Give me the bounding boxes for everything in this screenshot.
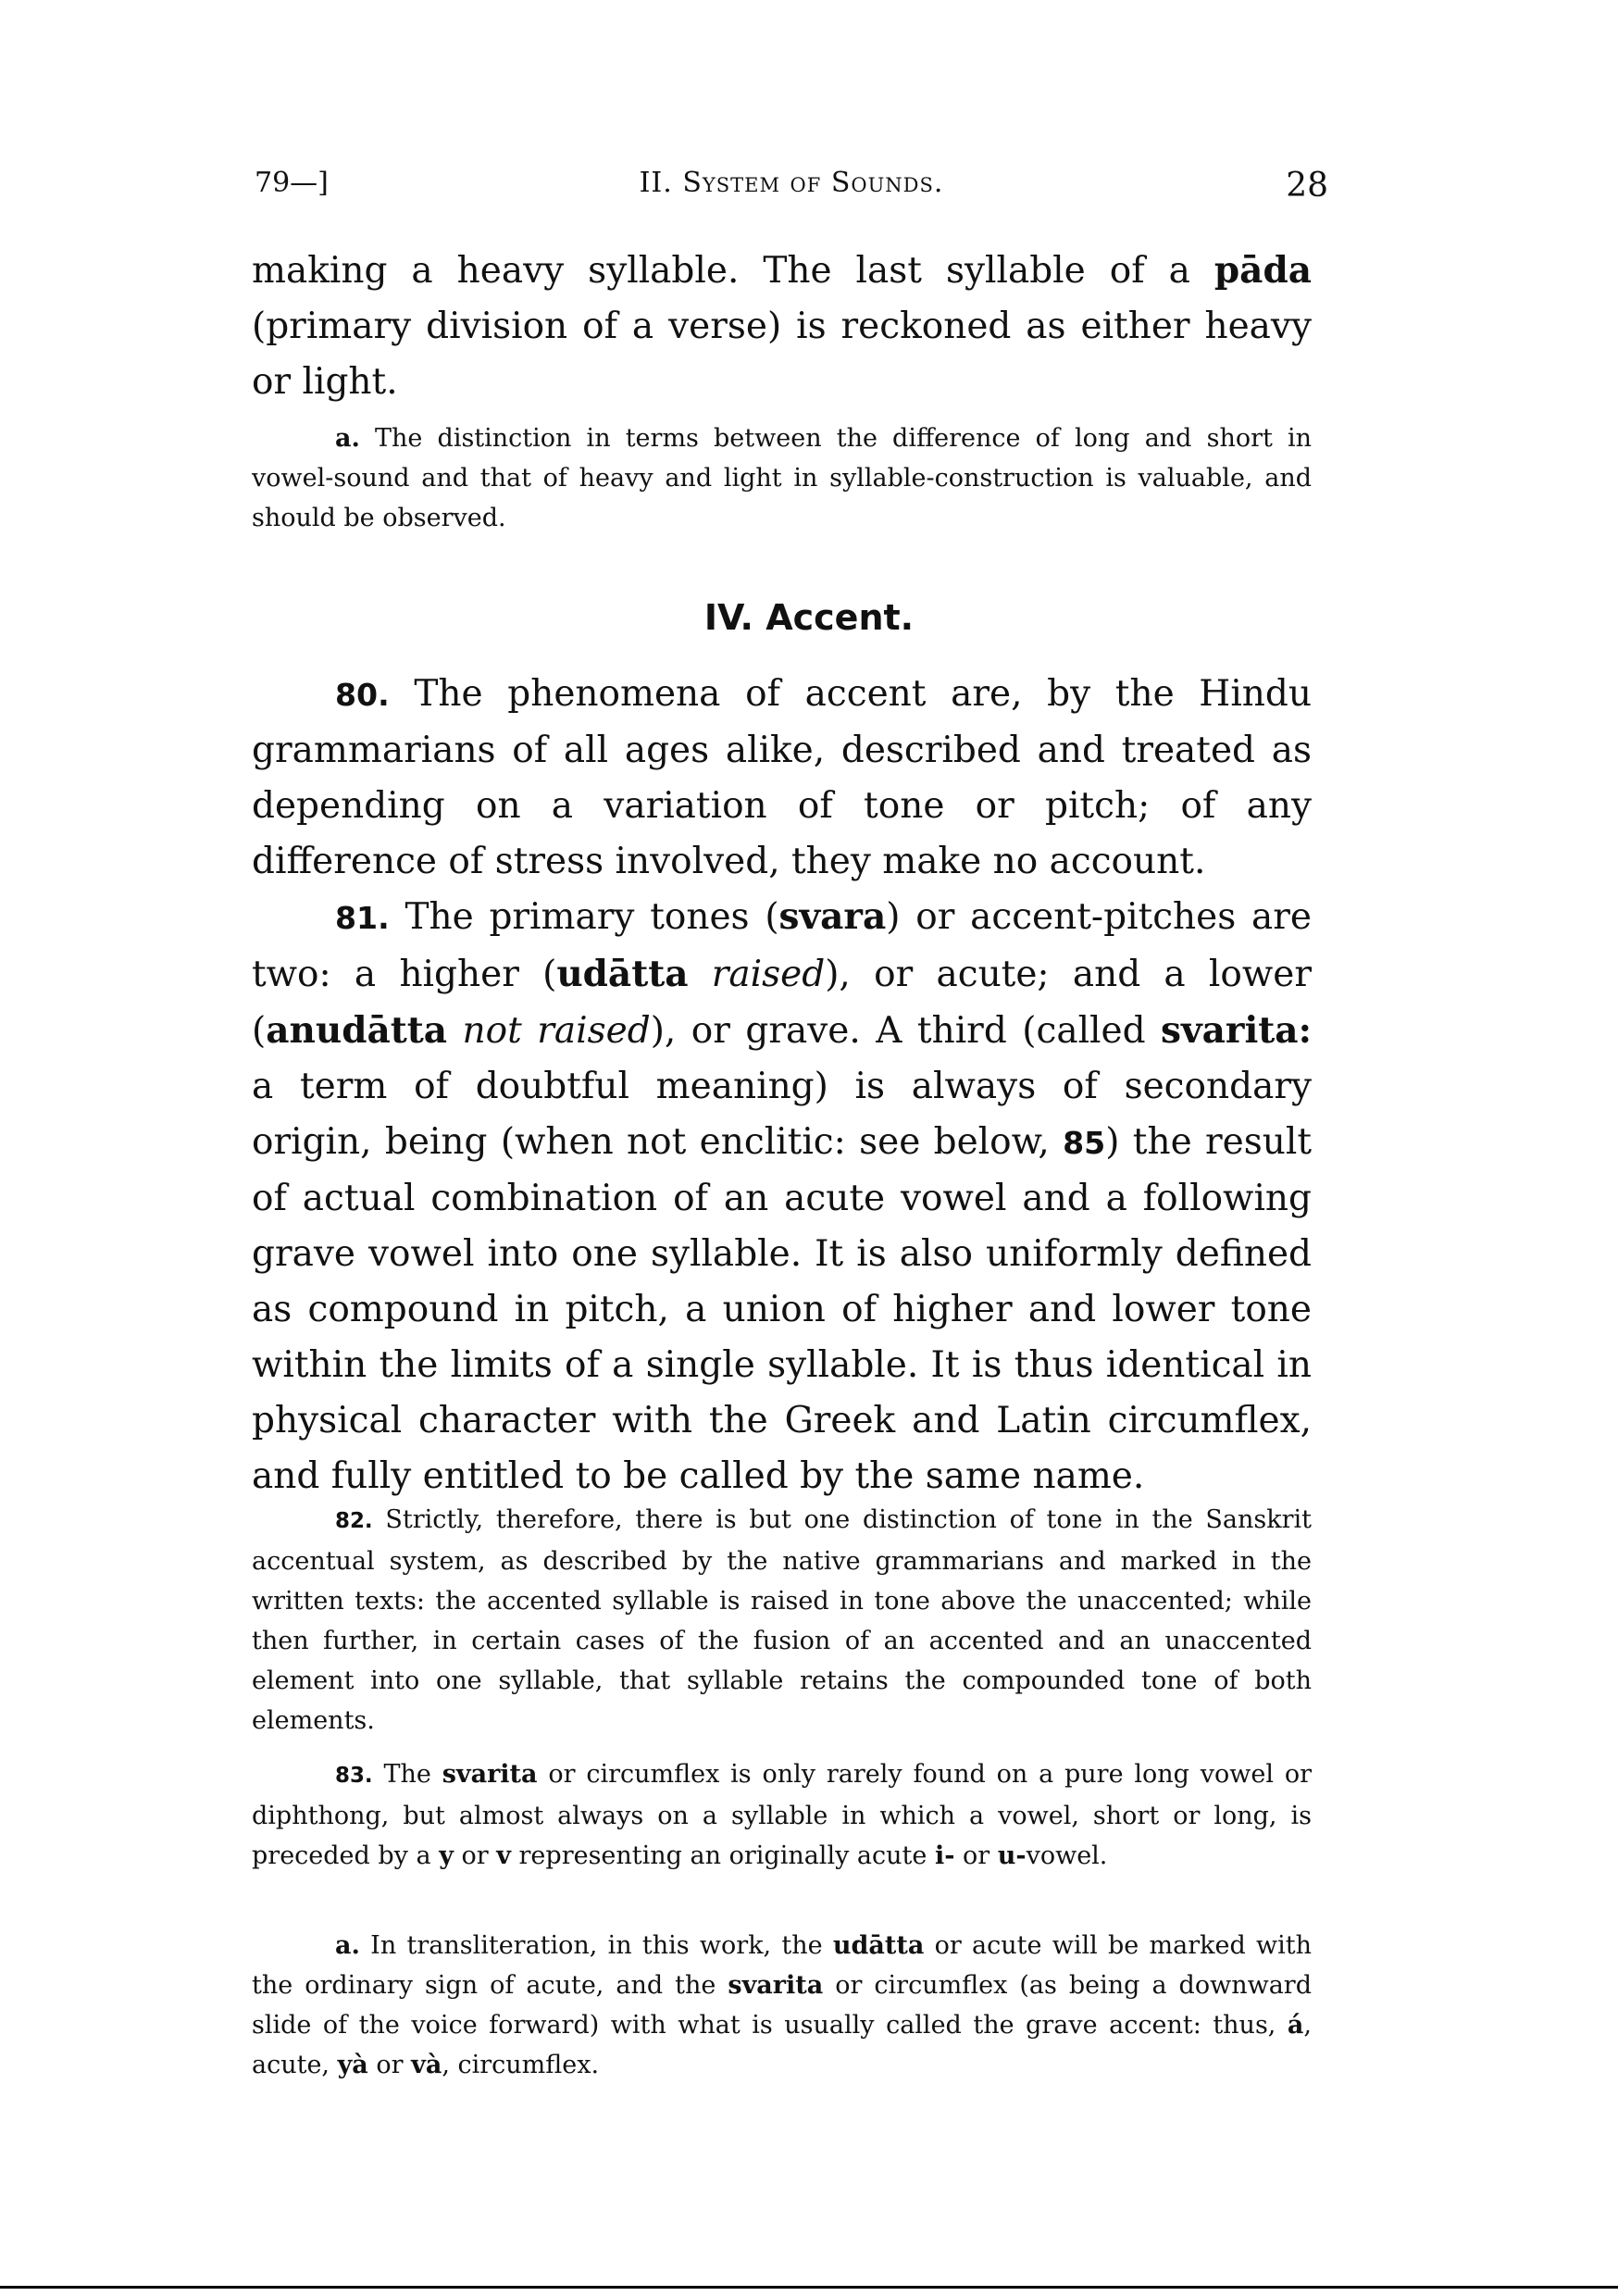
- note-a-syllable: [252, 418, 1312, 538]
- paragraph-reference: 85: [1063, 1125, 1106, 1161]
- paragraph-81: [252, 889, 1312, 1504]
- text-span: or: [367, 2051, 412, 2079]
- letter-y: y: [439, 1841, 454, 1870]
- term-anudatta: anudātta: [266, 1009, 448, 1052]
- chapter-title: II. System of Sounds.: [639, 167, 944, 199]
- text-span: In transliteration, in this work, the: [359, 1931, 833, 1960]
- term-svarita: svarita:: [1161, 1009, 1312, 1052]
- text-span: ) or accent-pitches are two: a higher (: [252, 896, 1313, 995]
- paragraph-82: [252, 1500, 1312, 1741]
- term-svara: svara: [778, 895, 887, 938]
- paragraph-number: 81.: [335, 900, 390, 936]
- text-span: or circumflex (as being a downward slide of the voice forward) with what is usually called the grave accent: thus,: [252, 1971, 1312, 2040]
- text-span: ) the result of actual combination of an acute vowel and a following grave vowel into one syllable. It is also uniformly defined as compound in pitch, a union of higher and lower tone within the limits of a single syllable. It is thus identical in physical character with the Greek and Latin circumflex, and fully entitled to be called by the same name.: [252, 1121, 1312, 1497]
- text-span: ), or acute; and a lower (: [252, 954, 1312, 1052]
- letter-u: u-: [997, 1841, 1027, 1870]
- paragraph-number: 80.: [335, 677, 390, 713]
- text-span: vowel.: [1026, 1841, 1108, 1870]
- text-span: or acute will be marked with the ordinary sign of acute, and the: [252, 1931, 1312, 2000]
- paragraph-80: [252, 667, 1312, 890]
- text-span: making a heavy syllable. The last syllable of a: [252, 250, 1214, 292]
- text-span: (primary division of a verse) is reckoned as either heavy or light.: [252, 306, 1312, 403]
- page-bottom-edge: [0, 2286, 1618, 2289]
- page-number: 28: [1286, 167, 1328, 205]
- text-span: or circumflex is only rarely found on a pure long vowel or diphthong, but almost always on a syllable in which a vowel, short or long, is preceded by a: [252, 1760, 1313, 1870]
- paragraph-text: Strictly, therefore, there is but one distinction of tone in the Sanskrit accentual system, as described by the native grammarians and marked in the written texts: the accented syllable is raised in tone above the unaccented; while then further, in certain cases of the fusion of an accented and an unaccented element into one syllable, that syllable retains the compounded tone of both elements.: [252, 1505, 1312, 1735]
- term-pada: pāda: [1214, 249, 1312, 292]
- example-circumflex-va: và: [411, 2051, 442, 2079]
- gloss-not-raised: not raised: [462, 1010, 651, 1052]
- text-span: , circumflex.: [442, 2051, 600, 2079]
- note-a-transliteration: [252, 1926, 1312, 2085]
- term-udatta: udātta: [832, 1931, 925, 1960]
- section-range: 79—]: [255, 167, 329, 199]
- term-svarita: svarita: [442, 1760, 538, 1789]
- gloss-raised: raised: [711, 954, 826, 995]
- note-marker: a.: [335, 1931, 360, 1960]
- text-span: a term of doubtful meaning) is always of secondary origin, being (when not enclitic: see below,: [252, 1066, 1312, 1163]
- example-acute: á: [1287, 2011, 1304, 2040]
- text-span: The primary tones (: [389, 896, 779, 938]
- term-svarita: svarita: [728, 1971, 824, 2000]
- text-span: or: [453, 1841, 497, 1870]
- letter-v: v: [496, 1841, 511, 1870]
- section-heading: IV. Accent.: [703, 597, 915, 638]
- term-udatta: udātta: [556, 953, 689, 995]
- text-span: or: [954, 1841, 998, 1870]
- text-span: representing an originally acute: [510, 1841, 935, 1870]
- running-header: [255, 167, 1328, 213]
- paragraph-text: The phenomena of accent are, by the Hindu grammarians of all ages alike, described and treated as depending on a variation of tone or pitch; of any difference of stress involved, they make no account.: [252, 673, 1312, 882]
- paragraph-number: 82.: [335, 1509, 373, 1533]
- text-span: , acute,: [252, 2011, 1312, 2079]
- example-circumflex-ya: yà: [337, 2051, 368, 2079]
- paragraph-intro: [252, 243, 1312, 410]
- text-span: The: [372, 1760, 442, 1789]
- paragraph-83: [252, 1754, 1312, 1876]
- text-span: ), or grave. A third (called: [650, 1010, 1162, 1052]
- letter-i: i-: [934, 1841, 955, 1870]
- note-text: The distinction in terms between the difference of long and short in vowel-sound and that of heavy and light in syllable-construction is valuable, and should be observed.: [252, 424, 1312, 532]
- paragraph-number: 83.: [335, 1764, 373, 1788]
- note-marker: a.: [335, 424, 360, 453]
